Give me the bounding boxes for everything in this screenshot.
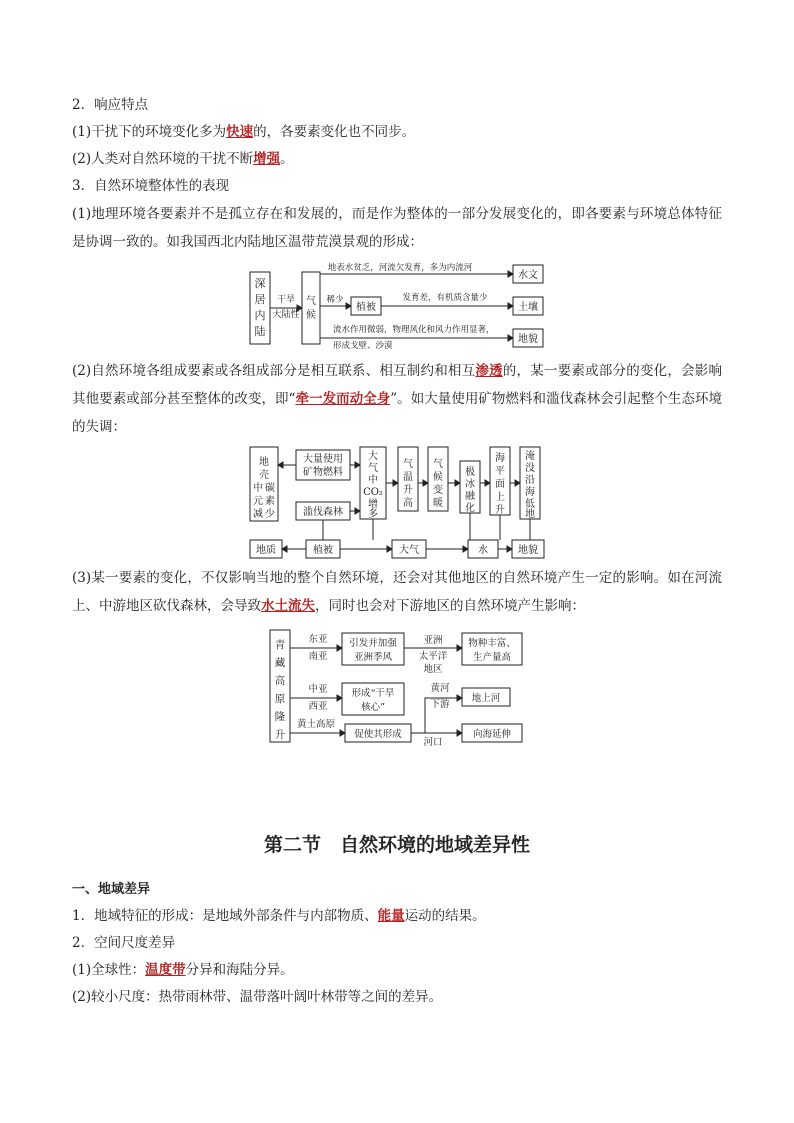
arrow-label: 稀少 bbox=[326, 295, 344, 305]
box-text: 陆 bbox=[254, 325, 266, 338]
arrow-head bbox=[355, 462, 360, 468]
arrow-label: 形成戈壁、沙漠 bbox=[333, 341, 393, 351]
box-text: 融 bbox=[465, 491, 475, 502]
box-text: 物种丰富、 bbox=[468, 638, 516, 649]
box-text: 暖 bbox=[433, 498, 443, 509]
arrow-head bbox=[457, 730, 462, 736]
arrow-head bbox=[485, 480, 490, 486]
subheading-regional-difference: 一、地域差异 bbox=[72, 882, 151, 897]
text: (2)人类对自然环境的干扰不断 bbox=[72, 151, 254, 167]
box-text: 地貌 bbox=[518, 545, 538, 556]
box-text: 化 bbox=[465, 503, 475, 514]
box-text: 淹 bbox=[525, 451, 535, 462]
box-text: 温 bbox=[403, 472, 413, 483]
text: 。 bbox=[280, 151, 294, 167]
box-text: 元 bbox=[253, 496, 263, 507]
box-text: 原 bbox=[274, 693, 286, 705]
box-text: 地貌 bbox=[518, 334, 538, 345]
arrow-head bbox=[423, 480, 428, 486]
arrow-label: 黄土高原 bbox=[296, 719, 336, 730]
arrow-label: 东亚 bbox=[308, 634, 328, 645]
text: 的，各要素变化也不同步。 bbox=[253, 124, 416, 140]
box-text: 减 bbox=[253, 509, 263, 520]
box-text: 没 bbox=[525, 463, 535, 474]
arrow-label: 地区 bbox=[423, 664, 443, 675]
box-text: 水文 bbox=[518, 270, 538, 281]
box-text: 大量使用 bbox=[303, 454, 343, 465]
box-text: 变 bbox=[433, 485, 443, 496]
integrity-item-1: (1)地理环境各要素并不是孤立存在和发展的，而是作为整体的一部分发展变化的，即各要素与环境总体特征是协调一致的。如我国西北内陆地区温带荒漠景观的形成： bbox=[72, 206, 722, 250]
heading-integrity: 3．自然环境整体性的表现 bbox=[72, 178, 230, 194]
arrow-head bbox=[457, 695, 462, 701]
box-text: 海 bbox=[525, 487, 535, 498]
box-text: 植被 bbox=[313, 545, 333, 556]
box-text: 隆 bbox=[274, 711, 286, 723]
box-text: 冰 bbox=[465, 479, 475, 490]
heading-response: 2．响应特点 bbox=[72, 97, 149, 113]
box-text: 生产量高 bbox=[472, 652, 512, 663]
regional-item-3 bbox=[72, 960, 294, 980]
text: 分异和海陆分异。 bbox=[185, 962, 294, 978]
arrow-label: 中亚 bbox=[308, 684, 328, 695]
box-text: 候 bbox=[306, 310, 316, 321]
arrow-label: 大陆性 bbox=[272, 310, 300, 320]
box-text: 地 bbox=[525, 509, 535, 520]
arrow-label: 流水作用微弱，物理风化和风力作用显著， bbox=[333, 325, 495, 335]
arrow-label: 黄河 bbox=[430, 683, 450, 694]
box-text: 气 bbox=[306, 296, 316, 307]
highlight-term: 快速 bbox=[226, 124, 254, 140]
text: ”。如大量使用矿物燃料和滥伐森林会引起整个生态环境的失调： bbox=[72, 391, 722, 435]
box-text: 沿 bbox=[525, 475, 535, 486]
arrow-label: 干旱 bbox=[276, 295, 296, 305]
box-text: 中 bbox=[368, 475, 378, 486]
desert-formation-diagram bbox=[250, 262, 550, 352]
arrow-head bbox=[337, 695, 342, 701]
text: 运动的结果。 bbox=[404, 908, 486, 924]
highlight-term: 水土流失 bbox=[261, 598, 315, 614]
arrow-head bbox=[508, 335, 513, 341]
plateau-uplift-diagram bbox=[270, 628, 532, 746]
text: (1)干扰下的环境变化多为 bbox=[72, 124, 227, 140]
box-text: 素 bbox=[265, 496, 275, 507]
arrow-head bbox=[387, 546, 392, 552]
box-text: 形成“干旱 bbox=[351, 688, 395, 699]
arrow-head bbox=[507, 546, 512, 552]
arrow-head bbox=[337, 645, 342, 651]
box-text: 藏 bbox=[274, 657, 286, 669]
box-text: 碳 bbox=[265, 483, 275, 494]
box-text: 高 bbox=[403, 498, 413, 509]
box-text: 高 bbox=[274, 675, 286, 687]
box-text: 大气 bbox=[399, 545, 419, 556]
integrity-item-3 bbox=[72, 564, 722, 620]
box-text: 气 bbox=[368, 463, 378, 474]
box-text: CO₂ bbox=[363, 487, 383, 498]
box-text: 促使其形成 bbox=[354, 729, 402, 740]
section-title: 第二节 自然环境的地域差异性 bbox=[263, 834, 530, 856]
integrity-item-2 bbox=[72, 357, 722, 441]
arrow-label: 南亚 bbox=[308, 651, 328, 662]
box-text: 水 bbox=[478, 545, 488, 556]
regional-item-4: (2)较小尺度：热带雨林带、温带落叶阔叶林带等之间的差异。 bbox=[72, 989, 443, 1005]
arrow-head bbox=[515, 480, 520, 486]
box-text: 候 bbox=[433, 472, 443, 483]
response-item-2 bbox=[72, 149, 294, 169]
box-climate bbox=[302, 272, 320, 344]
arrow-head bbox=[455, 480, 460, 486]
box-text: 多 bbox=[368, 509, 378, 520]
arrow-label: 西亚 bbox=[308, 701, 328, 712]
box-text: 气 bbox=[403, 459, 413, 470]
highlight-term: 牵一发而动全身 bbox=[295, 391, 391, 407]
box-text: 少 bbox=[265, 509, 275, 520]
regional-item-1 bbox=[72, 906, 486, 926]
text: 的，某一要素或部分的变化，会影响其他要素或部分甚至整体的改变，即“ bbox=[72, 363, 723, 407]
box-text: 升 bbox=[274, 729, 286, 741]
arrow-head bbox=[463, 546, 468, 552]
box-text: 引发并加强 bbox=[349, 638, 397, 649]
box-text: 极 bbox=[465, 467, 475, 478]
box-text: 地上河 bbox=[471, 693, 501, 704]
box-text: 深 bbox=[254, 277, 266, 290]
response-item-1 bbox=[72, 122, 415, 142]
box-text: 上 bbox=[495, 492, 505, 503]
arrow-head bbox=[340, 730, 345, 736]
box-text: 海 bbox=[495, 453, 505, 464]
box-text: 低 bbox=[525, 499, 535, 510]
text: 1．地域特征的形成：是地域外部条件与内部物质、 bbox=[72, 908, 378, 924]
arrow-head bbox=[355, 508, 360, 514]
regional-item-2: 2．空间尺度差异 bbox=[72, 935, 176, 951]
box-text: 增 bbox=[368, 499, 378, 510]
ecosystem-imbalance-diagram bbox=[250, 445, 550, 561]
arrow-head bbox=[282, 546, 287, 552]
text: ，同时也会对下游地区的自然环境产生影响： bbox=[315, 598, 585, 614]
box-text: 地质 bbox=[256, 545, 276, 556]
arrow-head bbox=[457, 645, 462, 651]
text: (3)某一要素的变化，不仅影响当地的整个自然环境，还会对其他地区的自然环境产生一定的影响。如在河流上、中游地区砍伐森林，会导致 bbox=[72, 570, 722, 614]
highlight-term: 温度带 bbox=[145, 962, 186, 978]
arrow-head bbox=[346, 303, 351, 309]
box-text: 内 bbox=[254, 309, 266, 322]
arrow-label: 下游 bbox=[430, 699, 450, 710]
arrow-head bbox=[278, 462, 283, 468]
text: (1)全球性： bbox=[72, 962, 146, 978]
box-text: 地 bbox=[259, 457, 269, 468]
arrow-label: 亚洲 bbox=[423, 635, 443, 646]
highlight-term: 能量 bbox=[377, 908, 405, 924]
box-text: 滥伐森林 bbox=[303, 507, 343, 518]
box-text: 面 bbox=[495, 479, 505, 490]
box-text: 青 bbox=[274, 639, 286, 651]
box-text: 升 bbox=[403, 485, 413, 496]
box-text: 气 bbox=[433, 459, 443, 470]
box-text: 升 bbox=[495, 505, 505, 516]
box-text: 亚洲季风 bbox=[353, 652, 393, 663]
box-text: 向海延伸 bbox=[472, 729, 512, 740]
arrow-head bbox=[393, 480, 398, 486]
text: (2)自然环境各组成要素或各组成部分是相互联系、相互制约和相互 bbox=[72, 363, 476, 379]
box-text: 矿物燃料 bbox=[303, 467, 343, 478]
box-text: 土壤 bbox=[518, 302, 538, 313]
arrow-label: 地表水贫乏，河流欠发育，多为内流河 bbox=[327, 263, 473, 273]
highlight-term: 渗透 bbox=[475, 363, 503, 379]
box-text: 平 bbox=[495, 466, 505, 477]
arrow-label: 太平洋 bbox=[418, 651, 448, 662]
arrow-label: 发育差，有机质含量少 bbox=[402, 293, 488, 303]
box-text: 中 bbox=[253, 483, 263, 494]
box-text: 核心” bbox=[361, 702, 385, 713]
highlight-term: 增强 bbox=[253, 151, 281, 167]
box-text: 大 bbox=[368, 451, 378, 462]
arrow-head bbox=[508, 303, 513, 309]
arrow-label: 河口 bbox=[423, 737, 443, 748]
box-text: 居 bbox=[254, 293, 266, 306]
box-text: 壳 bbox=[259, 470, 269, 481]
box-text: 植被 bbox=[356, 302, 376, 313]
arrow-head bbox=[508, 271, 513, 277]
